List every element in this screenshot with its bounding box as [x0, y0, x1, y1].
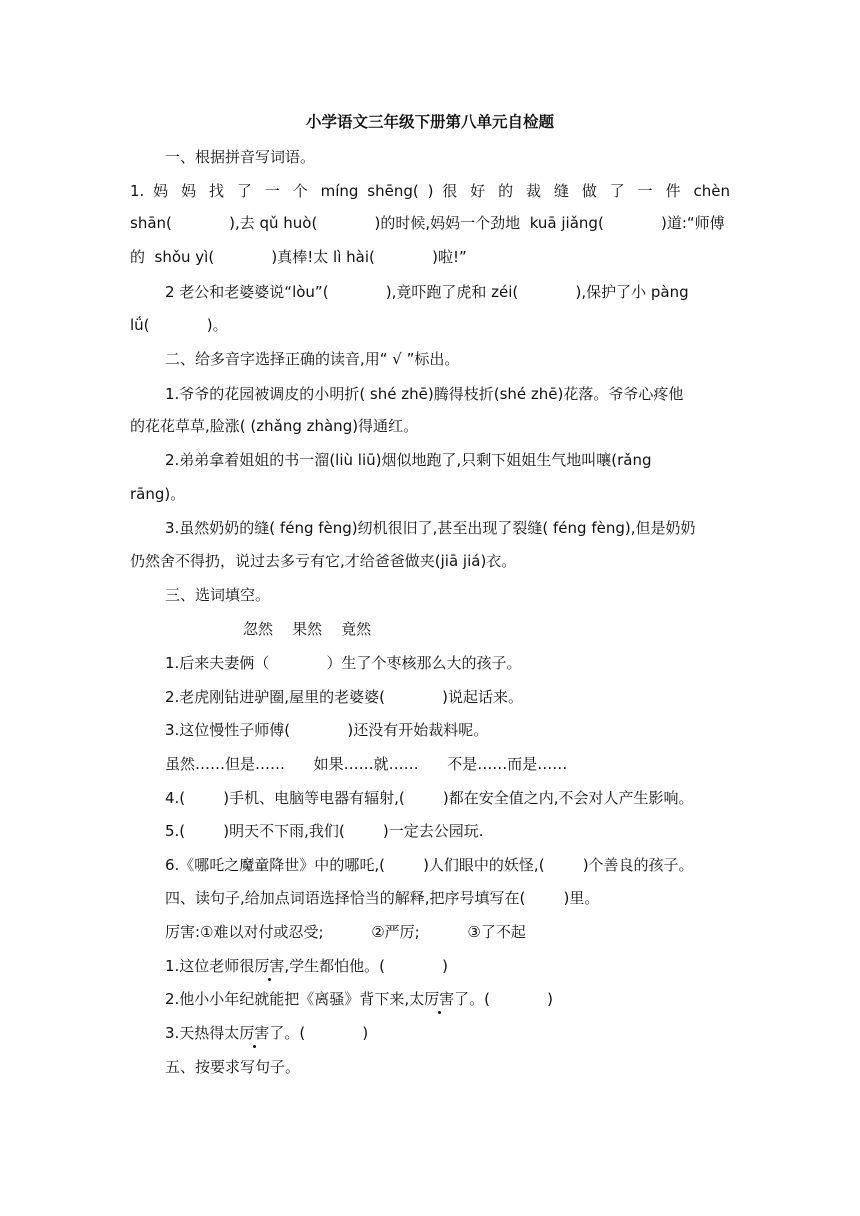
s4-q1 — [165, 956, 448, 976]
s4-q3-prefix: 3.天热得太 — [165, 1024, 240, 1042]
s1-q1-line-1: 1. 妈 妈 找 了 一 个 míng shēng( ) 很 好 的 裁 缝 做 了 一 件 chèn — [130, 182, 730, 200]
s3-word-options-1: 忽然 果然 竟然 — [243, 620, 372, 638]
s4-q3-suffix: 了。( ) — [269, 1024, 369, 1042]
s3-q6: 6.《哪吒之魔童降世》中的哪吒,( )人们眼中的妖怪,( )个善良的孩子。 — [165, 856, 694, 874]
s3-q3: 3.这位慢性子师傅( )还没有开始裁料呢。 — [165, 721, 489, 739]
s2-q2-line-2: rāng)。 — [130, 485, 186, 503]
s1-q1-line-3: 的 shǒu yì( )真棒!太 lì hài( )啦!” — [130, 248, 467, 266]
section-5-heading: 五、按要求写句子。 — [165, 1058, 301, 1076]
s4-q1-prefix: 1.这位老师很 — [165, 957, 255, 975]
s3-q1: 1.后来夫妻俩（ ）生了个枣核那么大的孩子。 — [165, 654, 522, 672]
s2-q2-line-1: 2.弟弟拿着姐姐的书一溜(liù liū)烟似地跑了,只剩下姐姐生气地叫嚷(rǎng — [165, 451, 652, 469]
page-title: 小学语文三年级下册第八单元自检题 — [305, 113, 554, 131]
s3-q4: 4.( )手机、电脑等电器有辐射,( )都在安全值之内,不会对人产生影响。 — [165, 789, 694, 807]
s3-q2: 2.老虎刚钻进驴圈,屋里的老婆婆( )说起话来。 — [165, 688, 524, 706]
s1-q2-line-2: lǘ( )。 — [130, 316, 228, 334]
s4-q1-suffix: ,学生都怕他。( ) — [284, 957, 449, 975]
s1-q2-line-1: 2 老公和老婆婆说“lòu”( ),竟吓跑了虎和 zéi( ),保护了小 pàng — [165, 283, 689, 301]
s4-q1-dotted-word: 厉害 — [254, 957, 285, 975]
s3-word-options-2: 虽然……但是…… 如果……就…… 不是……而是…… — [165, 755, 568, 773]
s2-q1-line-2: 的花花草草,脸涨( (zhǎng zhàng)得通红。 — [130, 417, 419, 435]
s1-q1-line-2: shān( ),去 qǔ huò( )的时候,妈妈一个劲地 kuā jiǎng( )道:“师傅 — [130, 214, 725, 232]
s4-q2-prefix: 2.他小小年纪就能把《离骚》背下来,太 — [165, 990, 425, 1008]
section-1-heading: 一、根据拼音写词语。 — [165, 148, 316, 166]
s4-q3-dotted-word: 厉害 — [239, 1024, 270, 1042]
s4-q2 — [165, 989, 553, 1009]
s4-q2-suffix: 了。( ) — [454, 990, 554, 1008]
s3-q5: 5.( )明天不下雨,我们( )一定去公园玩. — [165, 822, 484, 840]
s2-q3-line-1: 3.虽然奶奶的缝( féng fèng)纫机很旧了,甚至出现了裂缝( féng fèng),但是奶奶 — [165, 519, 696, 537]
s4-q2-dotted-word: 厉害 — [424, 990, 455, 1008]
section-4-heading: 四、读句子,给加点词语选择恰当的解释,把序号填写在( )里。 — [165, 889, 600, 907]
s4-q3 — [165, 1023, 368, 1043]
s2-q1-line-1: 1.爷爷的花园被调皮的小明折( shé zhē)腾得枝折(shé zhē)花落。爷爷心疼他 — [165, 385, 684, 403]
s2-q3-line-2: 仍然舍不得扔，说过去多亏有它,才给爸爸做夹(jiā jiá)衣。 — [130, 552, 517, 570]
section-3-heading: 三、选词填空。 — [165, 586, 271, 604]
section-2-heading: 二、给多音字选择正确的读音,用“ √ ”标出。 — [165, 350, 460, 368]
s4-definitions: 厉害:①难以对付或忍受; ②严厉; ③了不起 — [165, 923, 526, 941]
